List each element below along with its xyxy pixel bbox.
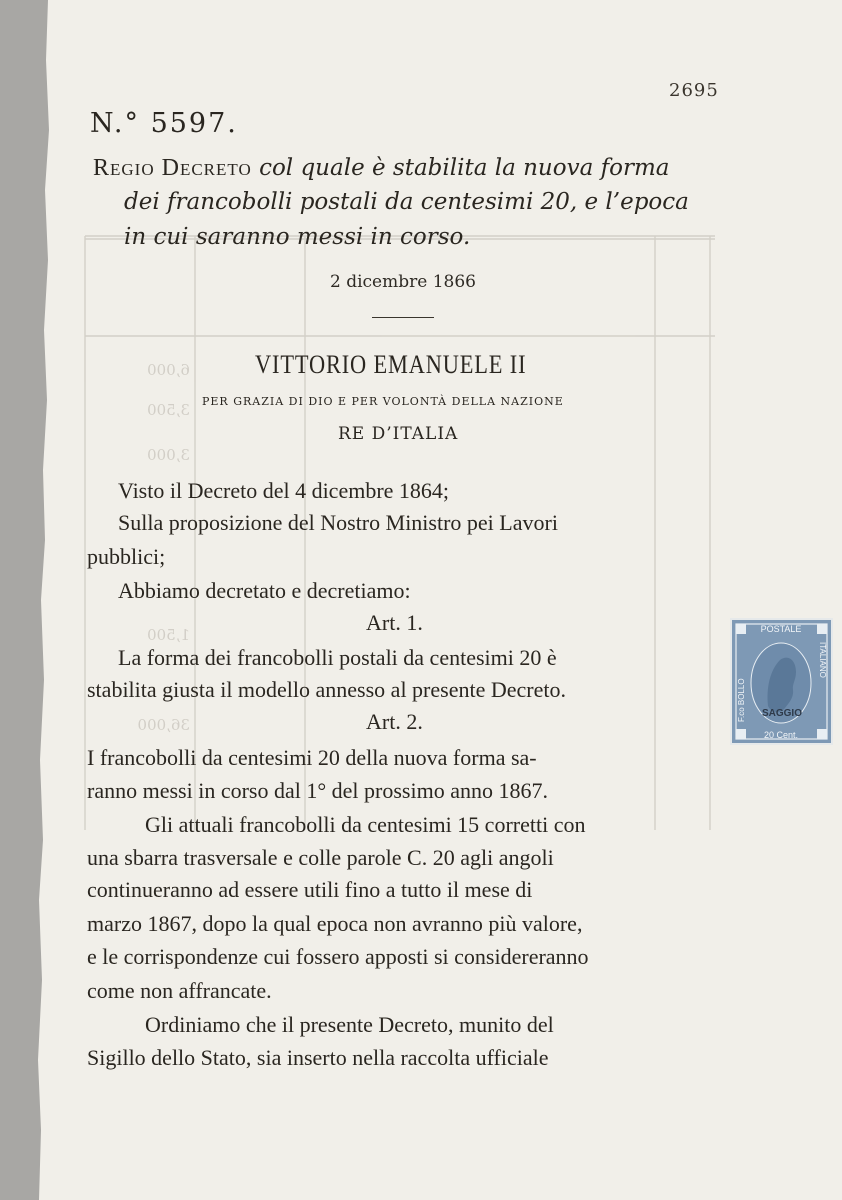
body-line: continueranno ad essere utili fino a tutto il mese di xyxy=(87,877,533,902)
body-line: una sbarra trasversale e colle parole C. 20 agli angoli xyxy=(87,845,554,870)
svg-text:6,000: 6,000 xyxy=(147,361,190,379)
body-line: I francobolli da centesimi 20 della nuova forma sa- xyxy=(87,745,537,770)
body-line: La forma dei francobolli postali da centesimi 20 è xyxy=(118,645,557,670)
body-line: Gli attuali francobolli da centesimi 15 corretti con xyxy=(145,812,586,837)
stamp-corner xyxy=(736,729,746,739)
decree-title-line-1 xyxy=(93,155,669,182)
sovereign-title: RE D’ITALIA xyxy=(338,424,459,444)
stamp-value: 20 Cent. xyxy=(763,730,799,740)
article-heading: Art. 1. xyxy=(366,610,423,635)
stamp-right-text: ITALIANO xyxy=(818,642,827,678)
stamp-overprint: SAGGIO xyxy=(761,708,803,719)
body-line: e le corrispondenze cui fossero apposti si considereranno xyxy=(87,944,589,969)
postage-stamp xyxy=(730,618,833,745)
stamp-top-text: POSTALE xyxy=(760,624,802,634)
body-line: Sigillo dello Stato, sia inserto nella raccolta ufficiale xyxy=(87,1045,549,1070)
body-line: Abbiamo decretato e decretiamo: xyxy=(118,578,411,603)
body-line: Sulla proposizione del Nostro Ministro pei Lavori xyxy=(118,510,558,535)
page-number: 2695 xyxy=(669,80,719,101)
decree-title-line-3: in cui saranno messi in corso. xyxy=(124,224,471,250)
decree-title-text: col quale è stabilita la nuova forma xyxy=(259,155,670,181)
body-line: ranno messi in corso dal 1° del prossimo anno 1867. xyxy=(87,778,548,803)
body-line: Visto il Decreto del 4 dicembre 1864; xyxy=(118,478,450,503)
stamp-corner xyxy=(817,729,827,739)
title-rule xyxy=(372,317,434,318)
decree-title-lead: Regio Decreto xyxy=(93,155,252,181)
svg-text:36,000: 36,000 xyxy=(137,716,190,734)
sovereign-grace: PER GRAZIA DI DIO E PER VOLONTÀ DELLA NAZIONE xyxy=(202,395,564,408)
svg-text:1,500: 1,500 xyxy=(147,626,190,644)
stamp-corner xyxy=(736,624,746,634)
torn-paper-edge xyxy=(0,0,49,1200)
decree-number: N.° 5597. xyxy=(90,108,238,139)
stamp-corner xyxy=(817,624,827,634)
stamp-left-text: F.co BOLLO xyxy=(737,678,746,722)
body-line: marzo 1867, dopo la qual epoca non avranno più valore, xyxy=(87,911,583,936)
article-heading: Art. 2. xyxy=(366,709,423,734)
body-line: pubblici; xyxy=(87,544,166,569)
sovereign-name: VITTORIO EMANUELE II xyxy=(255,350,527,379)
body-line: Ordiniamo che il presente Decreto, munito del xyxy=(145,1012,554,1037)
svg-text:3,000: 3,000 xyxy=(147,446,190,464)
decree-title-line-2: dei francobolli postali da centesimi 20, e l’epoca xyxy=(124,189,689,215)
decree-date: 2 dicembre 1866 xyxy=(330,272,476,292)
body-line: stabilita giusta il modello annesso al presente Decreto. xyxy=(87,677,566,702)
svg-text:3,500: 3,500 xyxy=(147,401,190,419)
body-line: come non affrancate. xyxy=(87,978,272,1003)
